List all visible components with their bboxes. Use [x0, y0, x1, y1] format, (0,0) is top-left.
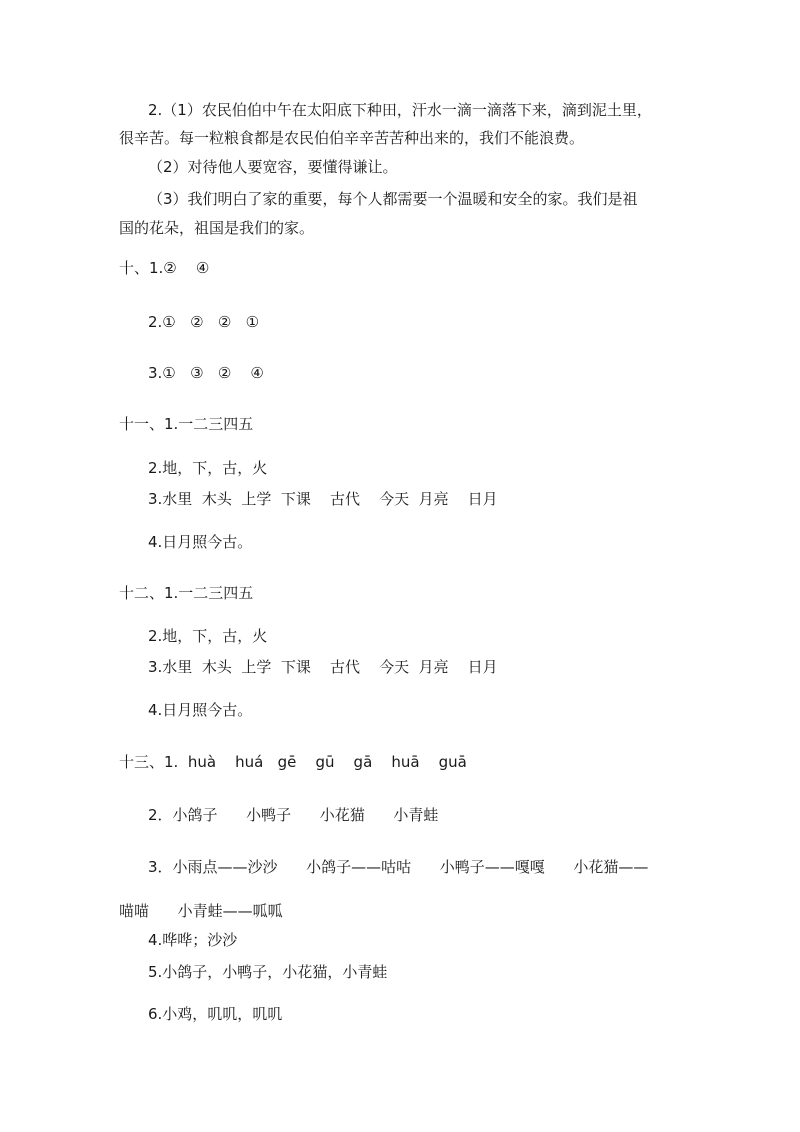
section-10-item-3: 3.① ③ ② ④ — [148, 364, 264, 382]
answer-2-part3-line2: 国的花朵，祖国是我们的家。 — [119, 219, 315, 237]
section-13-item-6: 6.小鸡，叽叽，叽叽 — [148, 1005, 283, 1023]
section-12-item-3: 3.水里 木头 上学 下课 古代 今天 月亮 日月 — [148, 658, 498, 676]
answer-2-part1-line2: 很辛苦。每一粒粮食都是农民伯伯辛辛苦苦种出来的，我们不能浪费。 — [119, 129, 585, 147]
section-10-item-2: 2.① ② ② ① — [148, 313, 260, 331]
section-11-item-4: 4.日月照今古。 — [148, 533, 253, 551]
section-13-item-3-line2: 喵喵 小青蛙——呱呱 — [119, 902, 283, 920]
section-12-item-1: 十二、1.一二三四五 — [119, 584, 254, 602]
section-13-item-4: 4.哗哗；沙沙 — [148, 931, 238, 949]
section-13-item-5: 5.小鸽子，小鸭子，小花猫，小青蛙 — [148, 963, 388, 981]
section-11-item-2: 2.地，下，古，火 — [148, 459, 268, 477]
answer-2-part1-line1: 2.（1）农民伯伯中午在太阳底下种田，汗水一滴一滴落下来，滴到泥土里， — [148, 101, 652, 119]
section-10-item-1: 十、1.② ④ — [119, 259, 210, 277]
section-12-item-4: 4.日月照今古。 — [148, 701, 253, 719]
answer-2-part2: （2）对待他人要宽容，要懂得谦让。 — [148, 158, 398, 176]
section-13-item-1: 十三、1. huà huá gē gū gā huā guā — [119, 753, 467, 771]
answer-2-part3-line1: （3）我们明白了家的重要，每个人都需要一个温暖和安全的家。我们是祖 — [148, 190, 638, 208]
section-11-item-3: 3.水里 木头 上学 下课 古代 今天 月亮 日月 — [148, 490, 498, 508]
section-13-item-2: 2．小鸽子 小鸭子 小花猫 小青蛙 — [148, 806, 439, 824]
section-11-item-1: 十一、1.一二三四五 — [119, 415, 254, 433]
section-13-item-3-line1: 3．小雨点——沙沙 小鸽子——咕咕 小鸭子——嘎嘎 小花猫—— — [148, 858, 649, 876]
section-12-item-2: 2.地，下，古，火 — [148, 627, 268, 645]
